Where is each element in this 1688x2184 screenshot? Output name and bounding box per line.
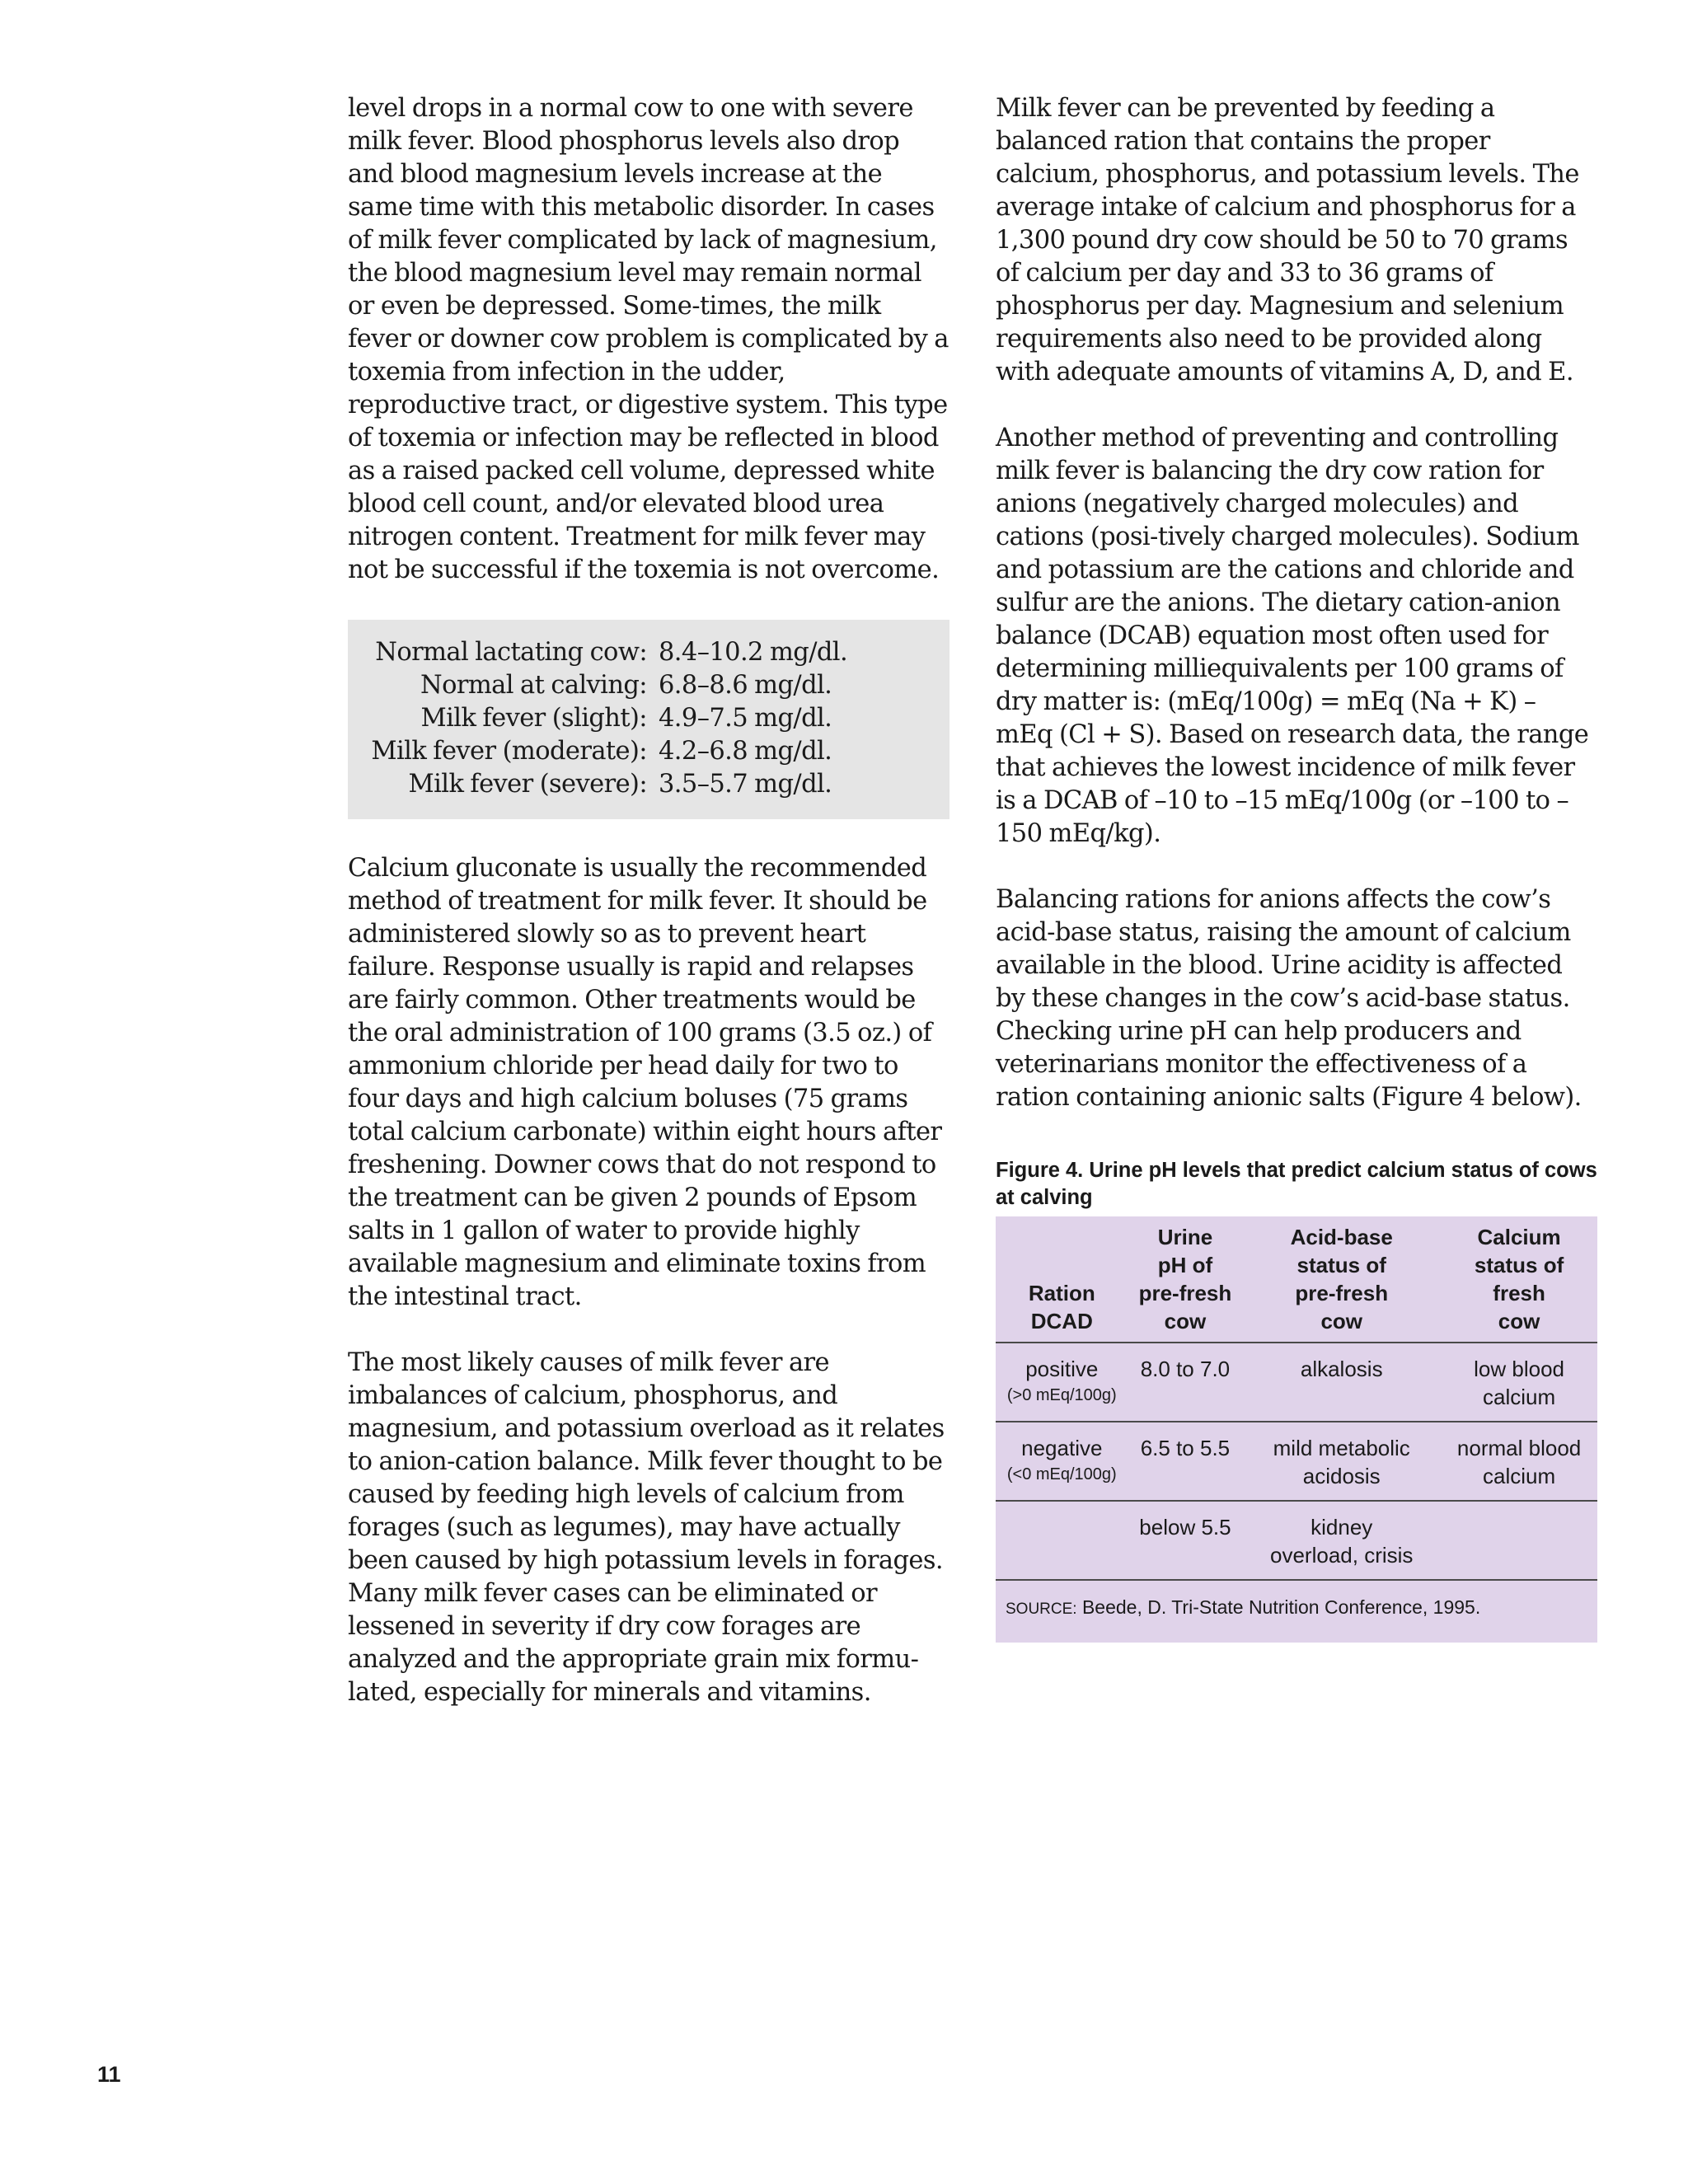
list-item: Milk fever (moderate): 4.2–6.8 mg/dl. [371,737,832,766]
list-item: Normal lactating cow: 8.4–10.2 mg/dl. [375,638,848,667]
body-paragraph: Balancing rations for anions affects the cow’s acid-base status, raising the amount of calcium available in the blood. Urine acidity is affected by these changes in the cow’s acid-base status. Checking urine pH can help producers and veterinarians monitor the effectiveness of a ration containing anionic salts (Figure 4 below). [996,885,1582,1112]
table-row: positive (>0 mEq/100g) 8.0 to 7.0 alkalosis low blood calcium [996,1343,1597,1422]
left-column [348,92,950,1709]
column-header: Urine pH of pre-fresh cow [1128,1216,1243,1343]
table-header-row [996,1216,1597,1343]
right-column [996,92,1597,1643]
table-row: below 5.5 kidney overload, crisis [996,1501,1597,1580]
figure-box [996,1216,1597,1643]
table-row: negative (<0 mEq/100g) 6.5 to 5.5 mild metabolic acidosis normal blood calcium [996,1422,1597,1501]
calcium-levels-box [348,620,950,819]
figure-caption: Figure 4. Urine pH levels that predict calcium status of cows at calving [996,1159,1597,1209]
source-text: Beede, D. Tri-State Nutrition Conference, 1995. [1081,1596,1481,1618]
column-header: Ration DCAD [996,1216,1128,1343]
body-paragraph: level drops in a normal cow to one with severe milk fever. Blood phosphorus levels also drop and blood magnesium levels increase at the same time with this metabolic disorder. In cases of milk fever complicated by lack of magnesium, the blood magnesium level may remain normal or even be depressed. Some-times, the milk fever or downer cow problem is complicated by a toxemia from infection in the udder, reproductive tract, or digestive system. This type of toxemia or infection may be reflected in blood as a raised packed cell volume, depressed white blood cell count, and/or elevated blood urea nitrogen content. Treatment for milk fever may not be successful if the toxemia is not overcome. [348,94,949,584]
body-paragraph: Calcium gluconate is usually the recommended method of treatment for milk fever. It should be administered slowly so as to prevent heart failure. Response usually is rapid and relapses are fairly common. Other treatments would be the oral administration of 100 grams (3.5 oz.) of ammonium chloride per head daily for two to four days and high calcium boluses (75 grams total calcium carbonate) within eight hours after freshening. Downer cows that do not respond to the treatment can be given 2 pounds of Epsom salts in 1 gallon of water to provide highly available magnesium and eliminate toxins from the intestinal tract. [348,854,942,1311]
source-label: SOURCE: [1006,1601,1077,1618]
body-paragraph: Another method of preventing and controlling milk fever is balancing the dry cow ration for anions (negatively charged molecules) and cations (posi-tively charged molecules). Sodium and potassium are the cations and chloride and sulfur are the anions. The dietary cation-anion balance (DCAB) equation most often used for determining milliequivalents per 100 grams of dry matter is: (mEq/100g) = mEq (Na + K) – mEq (Cl + S). Based on research data, the range that achieves the lowest incidence of milk fever is a DCAB of –10 to –15 mEq/100g (or –100 to –150 mEq/kg). [996,424,1589,848]
calcium-levels-table [348,636,847,801]
column-header: Calcium status of fresh cow [1441,1216,1597,1343]
body-paragraph: The most likely causes of milk fever are imbalances of calcium, phosphorus, and magnesium, and potassium overload as it relates to anion-cation balance. Milk fever thought to be caused by feeding high levels of calcium from forages (such as legumes), may have actually been caused by high potassium levels in forages. Many milk fever cases can be eliminated or lessened in severity if dry cow forages are analyzed and the appropriate grain mix formu-lated, especially for minerals and vitamins. [348,1348,945,1707]
list-item: Milk fever (severe): 3.5–5.7 mg/dl. [408,770,832,799]
urine-ph-table [996,1216,1597,1581]
list-item: Milk fever (slight): 4.9–7.5 mg/dl. [420,704,832,733]
list-item: Normal at calving: 6.8–8.6 mg/dl. [420,671,832,700]
body-paragraph: Milk fever can be prevented by feeding a balanced ration that contains the proper calcium, phosphorus, and potassium levels. The average intake of calcium and phosphorus for a 1,300 pound dry cow should be 50 to 70 grams of calcium per day and 33 to 36 grams of phosphorus per day. Magnesium and selenium requirements also need to be provided along with adequate amounts of vitamins A, D, and E. [996,94,1579,387]
page-number: 11 [97,2062,121,2087]
figure-source [996,1581,1597,1623]
column-header: Acid-base status of pre-fresh cow [1242,1216,1441,1343]
